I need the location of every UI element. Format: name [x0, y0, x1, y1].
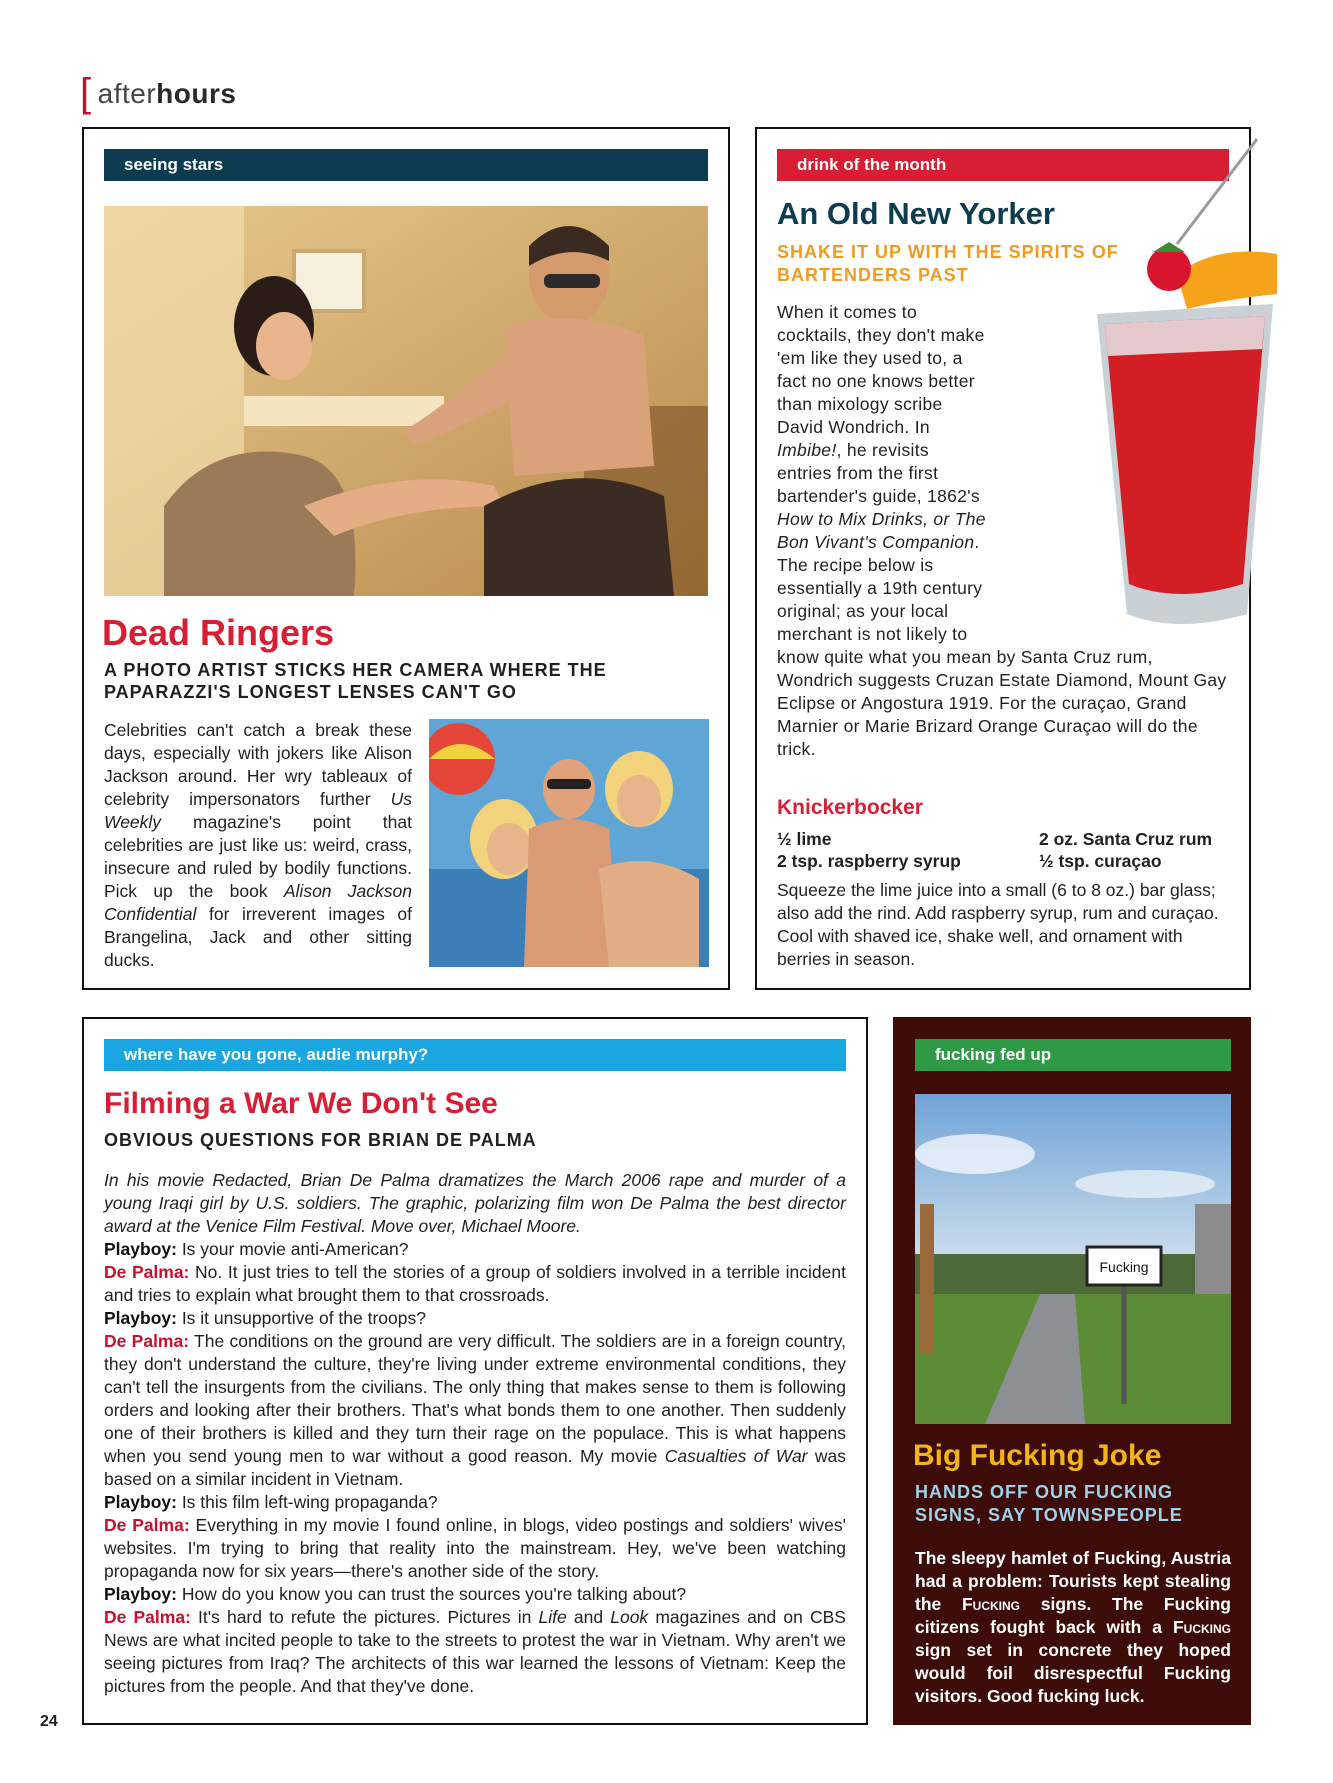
interview-tag: where have you gone, audie murphy? [104, 1039, 846, 1071]
fed-up-body-2: signs. The Fucking citizens fought back with a [915, 1594, 1231, 1637]
dead-ringers-body-2: magazine's point that celebrities are just like us: weird, crass, insecure and ruled by bodily functions. Pick up the book [104, 812, 412, 901]
answer-text: and [566, 1607, 611, 1627]
answer-text: Everything in my movie I found online, in blogs, video postings and soldiers' wives' websites. I'm trying to bring that reality into the mainstream. Hey, we've been watching propaganda now for six years—there's another side of the story. [104, 1515, 846, 1581]
drink-body-3: . The recipe below is essentially a 19th century original; as your local merchant is not likely to know quite what you mean by Santa Cruz rum, Wondrich suggests Cruzan Estate Diamond, Mount Gay Eclipse or Angostura 1919. For the curaçao, Grand Marnier or Marie Brizard Orange Curaçao will do the trick. [777, 532, 1227, 759]
dead-ringers-body-3: for irreverent images of Brangelina, Jack and other sitting ducks. [104, 904, 412, 970]
answer-text: It's hard to refute the pictures. Pictures in [190, 1607, 539, 1627]
drink-panel [755, 127, 1251, 990]
fed-up-body-3: sign set in concrete they hoped would foil disrespectful Fucking visitors. Good fucking luck. [915, 1640, 1231, 1706]
fucking-sign-photo [915, 1094, 1231, 1424]
question [104, 1238, 846, 1261]
fed-up-smallcaps-1: Fucking [961, 1594, 1021, 1614]
question-text: Is this film left-wing propaganda? [176, 1492, 438, 1512]
interview-title: Filming a War We Don't See [104, 1087, 498, 1120]
answer [104, 1261, 846, 1307]
drink-deck: SHAKE IT UP WITH THE SPIRITS OF BARTENDERS PAST [777, 242, 1119, 285]
movie-title: Casualties of War [664, 1446, 808, 1466]
look-title: Look [610, 1607, 649, 1627]
playboy-label: Playboy: [104, 1239, 177, 1259]
dead-ringers-deck: A PHOTO ARTIST STICKS HER CAMERA WHERE THE PAPARAZZI'S LONGEST LENSES CAN'T GO [104, 660, 607, 702]
pool-illustration [429, 719, 709, 967]
depalma-label: De Palma: [104, 1607, 191, 1627]
dead-ringers-body [104, 719, 412, 972]
seeing-stars-tag: seeing stars [104, 149, 708, 181]
interview-deck: OBVIOUS QUESTIONS FOR BRIAN DE PALMA [104, 1130, 537, 1150]
drink-body-2: , he revisits entries from the first bartender's guide, 1862's [777, 440, 980, 506]
question-text: How do you know you can trust the sources you're talking about? [176, 1584, 687, 1604]
seeing-stars-panel [82, 127, 730, 990]
drink-title: An Old New Yorker [777, 196, 1055, 231]
folio-bracket: [ [80, 71, 92, 115]
interview-intro-text: In his movie Redacted, Brian De Palma dramatizes the March 2006 rape and murder of a young Iraqi girl by U.S. soldiers. The graphic, polarizing film won De Palma the best director award at the Venice Film Festival. Move over, Michael Moore. [104, 1170, 846, 1236]
fed-up-tag: fucking fed up [915, 1039, 1231, 1071]
recipe-title: Knickerbocker [777, 796, 923, 819]
interview-panel [82, 1017, 868, 1725]
recipe-ingredients [777, 828, 1229, 872]
ingredient-right: ½ tsp. curaçao [1039, 851, 1162, 871]
us-weekly-title: Us Weekly [104, 789, 412, 832]
fed-up-smallcaps-2: Fucking [1172, 1617, 1231, 1637]
guide-title: How to Mix Drinks, or The Bon Vivant's Companion [777, 509, 986, 552]
playboy-label: Playboy: [104, 1492, 177, 1512]
answer-text: was based on a similar incident in Vietnam. [104, 1446, 846, 1489]
drink-body [777, 301, 1233, 761]
question-text: Is it unsupportive of the troops? [176, 1308, 426, 1328]
question [104, 1583, 846, 1606]
depalma-label: De Palma: [104, 1262, 190, 1282]
fed-up-title: Big Fucking Joke [913, 1439, 1162, 1472]
answer-text: magazines and on CBS News are what incited people to take to the streets to protest the war in Vietnam. Why aren't we seeing pictures from Iraq? The architects of this war learned the lessons of Vietnam: Keep the pictures from the people. And that they've done. [104, 1607, 846, 1696]
fed-up-body-1: The sleepy hamlet of Fucking, Austria had a problem: Tourists kept stealing the [915, 1548, 1231, 1614]
sign-text: Fucking [1099, 1259, 1149, 1275]
folio-prefix: after [97, 78, 157, 109]
depalma-label: De Palma: [104, 1331, 190, 1351]
interview-body [104, 1169, 846, 1698]
playboy-label: Playboy: [104, 1308, 177, 1328]
ingredient-right: 2 oz. Santa Cruz rum [1039, 829, 1213, 849]
book-title: Alison Jackson Confidential [104, 881, 413, 924]
answer [104, 1330, 846, 1491]
fed-up-body [915, 1547, 1231, 1708]
answer-text: No. It just tries to tell the stories of a group of soldiers involved in a terrible incident and tries to explain what brought them to that crossroads. [104, 1262, 846, 1305]
road-sign-illustration [915, 1094, 1231, 1424]
fed-up-deck: HANDS OFF OUR FUCKING SIGNS, SAY TOWNSPEOPLE [915, 1482, 1183, 1525]
drink-body-1: When it comes to cocktails, they don't make 'em like they used to, a fact no one knows better than mixology scribe David Wondrich. In [777, 302, 985, 437]
folio-suffix: hours [156, 78, 237, 109]
ingredient-row [777, 828, 1229, 850]
dead-ringers-title: Dead Ringers [102, 612, 335, 653]
playboy-label: Playboy: [104, 1584, 177, 1604]
page-number: 24 [40, 1713, 58, 1730]
question [104, 1491, 846, 1514]
life-title: Life [538, 1607, 567, 1627]
ingredient-left: ½ lime [777, 829, 832, 849]
section-folio [80, 68, 236, 113]
ingredient-left: 2 tsp. raspberry syrup [777, 851, 961, 871]
interview-intro [104, 1169, 846, 1238]
drink-tag: drink of the month [777, 149, 1229, 181]
answer-text: The conditions on the ground are very difficult. The soldiers are in a foreign country, they don't understand the culture, they're living under extreme environmental conditions, they can't tell the insurgents from the civilians. The only thing that makes sense to them is following orders and looking after their brothers. That's what bonds them to one another. Then suddenly one of their brothers is killed and they turn their rage on the populace. This is what happens when you send young men to war without a good reason. My movie [104, 1331, 847, 1466]
depalma-label: De Palma: [104, 1515, 190, 1535]
dead-ringers-body-1: Celebrities can't catch a break these days, especially with jokers like Alison Jackson around. Her wry tableaux of celebrity impersonators further [104, 720, 412, 809]
fed-up-panel [893, 1017, 1251, 1725]
dead-ringers-illustration [104, 206, 708, 596]
answer [104, 1606, 846, 1698]
ingredient-row [777, 850, 1229, 872]
answer [104, 1514, 846, 1583]
question-text: Is your movie anti-American? [176, 1239, 409, 1259]
question [104, 1307, 846, 1330]
imbibe-title: Imbibe! [777, 440, 837, 460]
drink-body-wrap [987, 301, 1233, 631]
pool-photo [429, 719, 709, 967]
dead-ringers-photo [104, 206, 708, 596]
recipe-directions: Squeeze the lime juice into a small (6 to 8 oz.) bar glass; also add the rind. Add raspberry syrup, rum and curaçao. Cool with shaved ice, shake well, and ornament with berries in season. [777, 880, 1219, 969]
